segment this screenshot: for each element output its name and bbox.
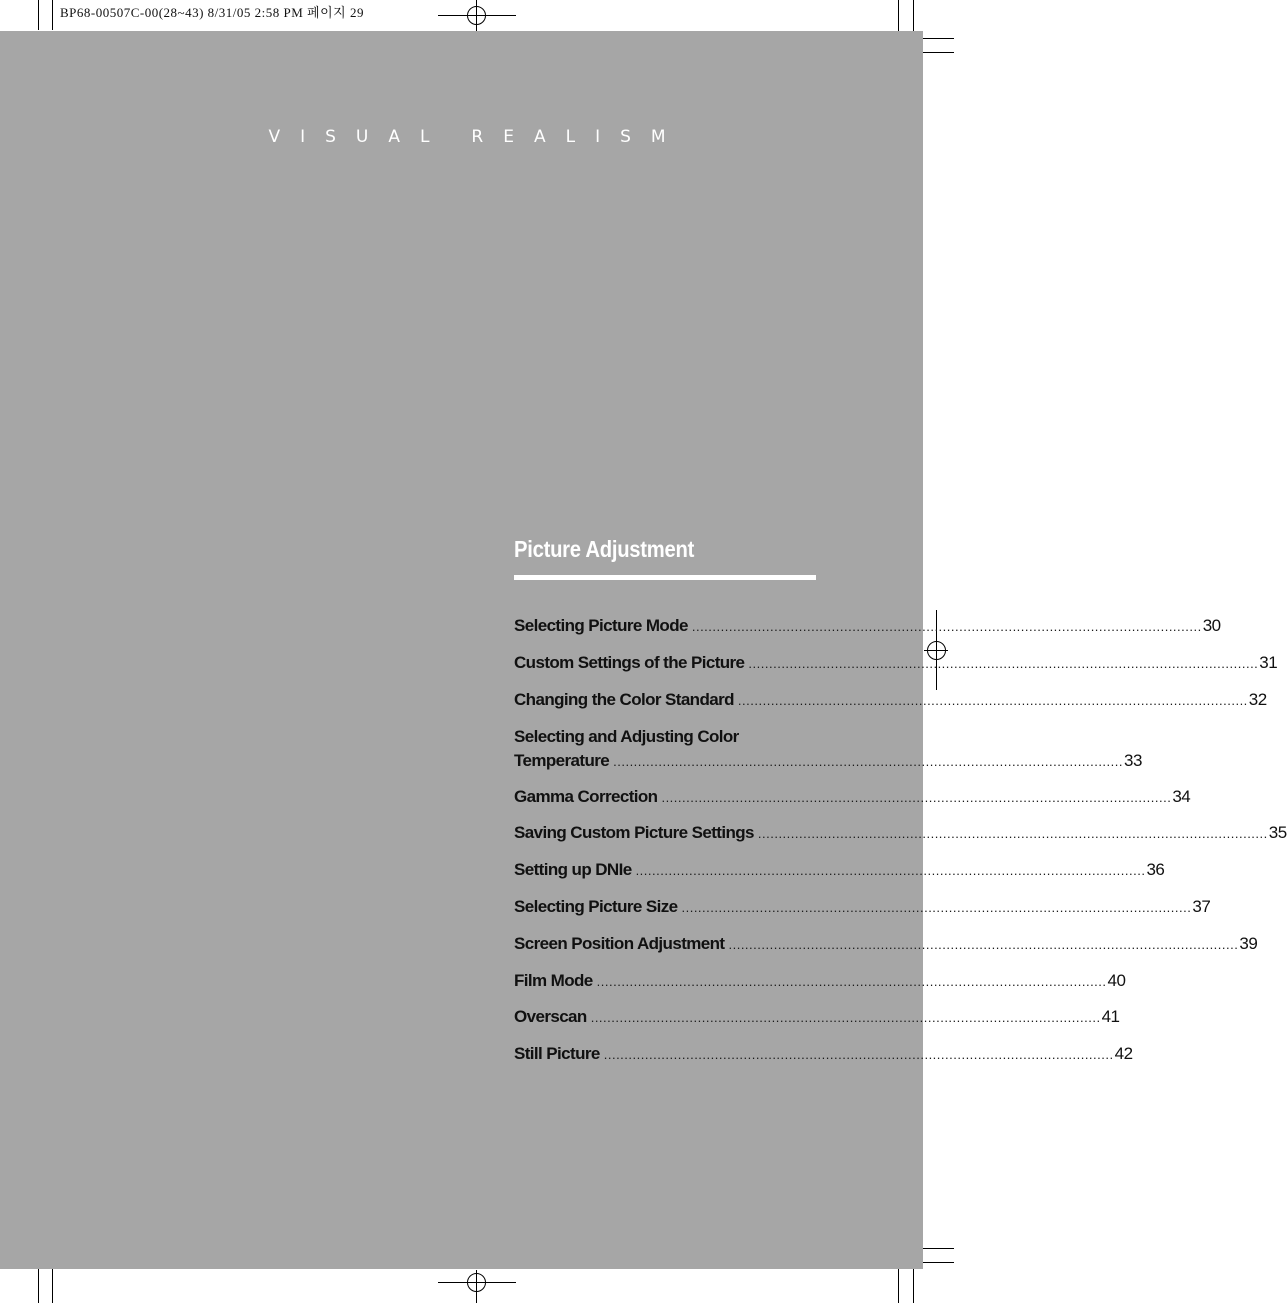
toc-item-page: 34 bbox=[1172, 787, 1191, 806]
toc-item-page: 37 bbox=[1192, 897, 1211, 916]
toc-item-label: Saving Custom Picture Settings bbox=[514, 823, 754, 842]
toc-item-label: Setting up DNIe bbox=[514, 860, 632, 879]
toc-item-page: 39 bbox=[1239, 934, 1258, 953]
toc-item-page: 42 bbox=[1114, 1044, 1133, 1063]
toc-item-label: Selecting Picture Mode bbox=[514, 616, 688, 635]
toc-item[interactable]: Selecting Picture Size ............................................................................................................................ 37 bbox=[514, 895, 816, 919]
section-title: Picture Adjustment bbox=[514, 536, 695, 562]
tagline bbox=[0, 127, 954, 147]
toc-item-page: 30 bbox=[1202, 616, 1221, 635]
toc-item-label: Custom Settings of the Picture bbox=[514, 653, 745, 672]
tagline-word-2: REALISM bbox=[471, 127, 686, 147]
toc-item-page: 36 bbox=[1146, 860, 1165, 879]
toc-item[interactable]: Custom Settings of the Picture ............................................................................................................................ 31 bbox=[514, 651, 816, 675]
toc-item[interactable]: Selecting and Adjusting Color Temperature ............................................................................................................................ 33 bbox=[514, 725, 816, 773]
toc-item-label: Temperature bbox=[514, 751, 610, 770]
toc-item[interactable]: Overscan ............................................................................................................................ 41 bbox=[514, 1005, 816, 1029]
toc-item[interactable]: Selecting Picture Mode ............................................................................................................................ 30 bbox=[514, 614, 816, 638]
toc-item-page: 31 bbox=[1259, 653, 1278, 672]
toc-item[interactable]: Still Picture ............................................................................................................................ 42 bbox=[514, 1042, 816, 1066]
toc-item-label-line1: Selecting and Adjusting Color bbox=[514, 727, 739, 746]
toc-item-label: Changing the Color Standard bbox=[514, 690, 734, 709]
toc-item-page: 35 bbox=[1268, 823, 1287, 842]
toc-item[interactable]: Setting up DNIe ............................................................................................................................ 36 bbox=[514, 858, 816, 882]
toc-item[interactable]: Gamma Correction ............................................................................................................................ 34 bbox=[514, 785, 816, 809]
print-header: BP68-00507C-00(28~43) 8/31/05 2:58 PM 페이지 29 bbox=[60, 5, 364, 20]
toc-item-label: Screen Position Adjustment bbox=[514, 934, 725, 953]
toc-item-page: 33 bbox=[1124, 751, 1142, 770]
title-rule bbox=[514, 575, 816, 580]
toc-item-page: 32 bbox=[1248, 690, 1267, 709]
toc-item[interactable]: Changing the Color Standard ............................................................................................................................ 32 bbox=[514, 688, 816, 712]
toc-item-page: 41 bbox=[1101, 1007, 1120, 1026]
toc-item-label: Gamma Correction bbox=[514, 787, 658, 806]
toc-item-label: Still Picture bbox=[514, 1044, 600, 1063]
gray-panel bbox=[0, 31, 923, 1269]
toc-item-label: Selecting Picture Size bbox=[514, 897, 678, 916]
toc-item[interactable]: Screen Position Adjustment ............................................................................................................................ 39 bbox=[514, 932, 816, 956]
toc-item[interactable]: Film Mode ............................................................................................................................ 40 bbox=[514, 969, 816, 993]
toc-item-label: Film Mode bbox=[514, 971, 593, 990]
tagline-word-1: VISUAL bbox=[268, 127, 450, 147]
toc-item-label: Overscan bbox=[514, 1007, 587, 1026]
toc-item[interactable]: Saving Custom Picture Settings ............................................................................................................................ 35 bbox=[514, 821, 816, 845]
toc-item-page: 40 bbox=[1107, 971, 1126, 990]
